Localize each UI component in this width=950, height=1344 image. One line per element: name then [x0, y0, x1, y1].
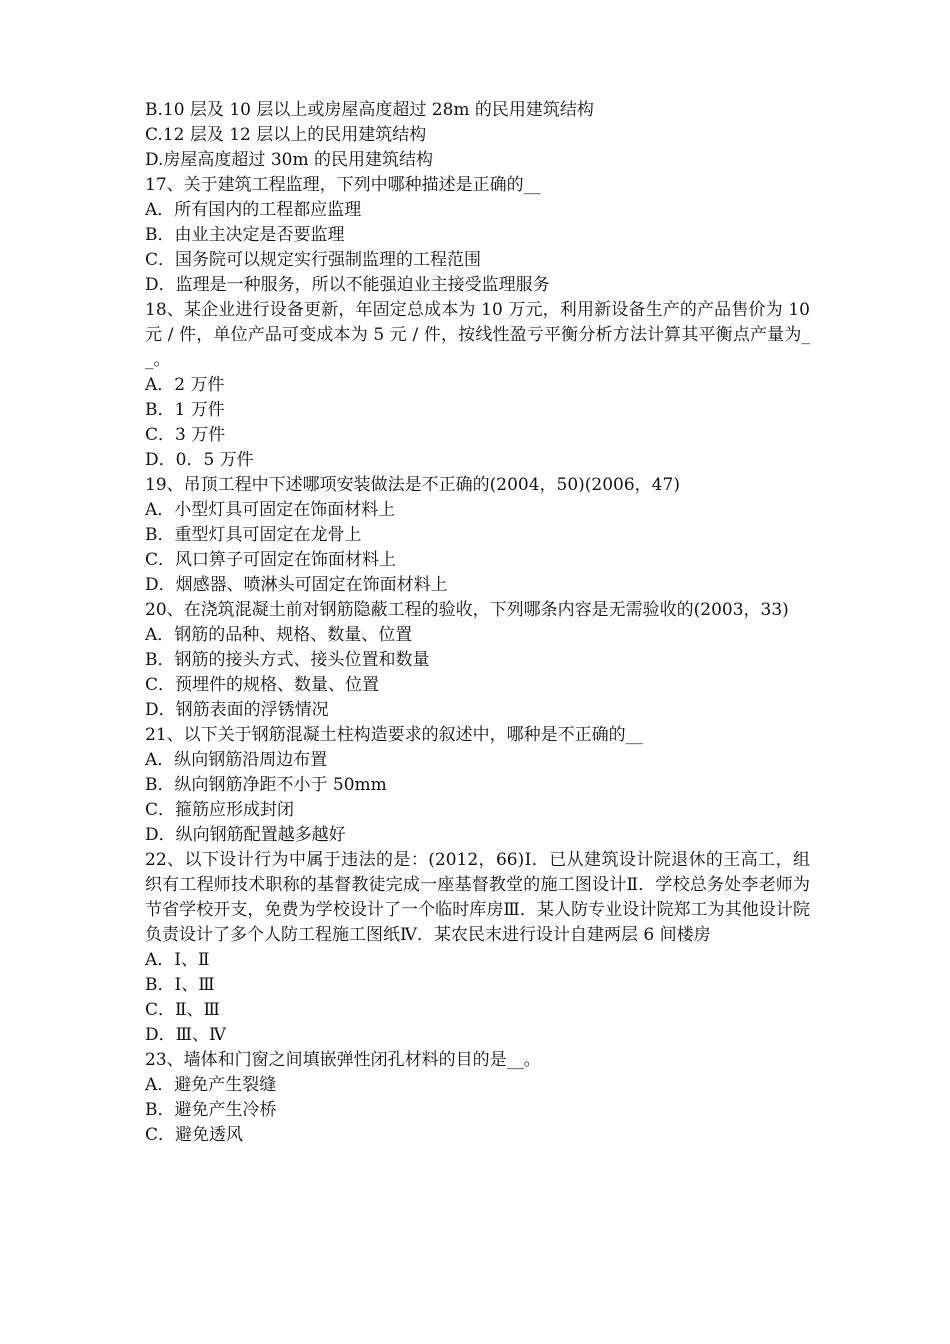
option-line: B．钢筋的接头方式、接头位置和数量	[145, 650, 430, 670]
question-23: 23、墙体和门窗之间填嵌弹性闭孔材料的目的是__。	[145, 1050, 541, 1070]
question-18: 18、某企业进行设备更新，年固定总成本为 10 万元，利用新设备生产的产品售价为 10 元 / 件，单位产品可变成本为 5 元 / 件，按线性盈亏平衡分析方法计算其平衡点产量为__。	[145, 300, 810, 370]
option-line: C．避免透风	[145, 1125, 244, 1145]
option-line: A．Ⅰ、Ⅱ	[145, 950, 210, 970]
option-line: C．Ⅱ、Ⅲ	[145, 1000, 220, 1020]
question-22: 22、以下设计行为中属于违法的是：(2012，66)Ⅰ．已从建筑设计院退休的王高工，组织有工程师技术职称的基督教徒完成一座基督教堂的施工图设计Ⅱ．学校总务处李老师为节省学校开支，免费为学校设计了一个临时库房Ⅲ．某人防专业设计院郑工为其他设计院负责设计了多个人防工程施工图纸Ⅳ．某农民末进行设计自建两层 6 间楼房	[145, 850, 810, 945]
option-line: C．风口箅子可固定在饰面材料上	[145, 550, 397, 570]
option-line: D．Ⅲ、Ⅳ	[145, 1025, 227, 1045]
option-line: A．纵向钢筋沿周边布置	[145, 750, 328, 770]
option-line: B．纵向钢筋净距不小于 50mm	[145, 775, 387, 795]
question-19: 19、吊顶工程中下述哪项安装做法是不正确的(2004，50)(2006，47)	[145, 475, 680, 495]
option-line: C．预埋件的规格、数量、位置	[145, 675, 380, 695]
option-line: C．国务院可以规定实行强制监理的工程范围	[145, 250, 482, 270]
question-21: 21、以下关于钢筋混凝土柱构造要求的叙述中，哪种是不正确的__	[145, 725, 643, 745]
option-line: D.房屋高度超过 30m 的民用建筑结构	[145, 150, 433, 170]
option-line: B．重型灯具可固定在龙骨上	[145, 525, 362, 545]
option-line: D．钢筋表面的浮锈情况	[145, 700, 329, 720]
document-body	[145, 98, 810, 1148]
option-line: A．钢筋的品种、规格、数量、位置	[145, 625, 413, 645]
option-line: B．避免产生冷桥	[145, 1100, 277, 1120]
option-line: A．小型灯具可固定在饰面材料上	[145, 500, 396, 520]
option-line: A．避免产生裂缝	[145, 1075, 277, 1095]
option-line: A．2 万件	[145, 375, 225, 395]
option-line: C.12 层及 12 层以上的民用建筑结构	[145, 125, 427, 145]
option-line: B.10 层及 10 层以上或房屋高度超过 28m 的民用建筑结构	[145, 100, 594, 120]
option-line: D．纵向钢筋配置越多越好	[145, 825, 346, 845]
option-line: A．所有国内的工程都应监理	[145, 200, 362, 220]
option-line: C．3 万件	[145, 425, 226, 445]
option-line: C．箍筋应形成封闭	[145, 800, 295, 820]
question-17: 17、关于建筑工程监理，下列中哪种描述是正确的__	[145, 175, 541, 195]
option-line: B．由业主决定是否要监理	[145, 225, 345, 245]
question-20: 20、在浇筑混凝土前对钢筋隐蔽工程的验收，下列哪条内容是无需验收的(2003，33)	[145, 600, 789, 620]
option-line: D．监理是一种服务，所以不能强迫业主接受监理服务	[145, 275, 550, 295]
option-line: D．烟感器、喷淋头可固定在饰面材料上	[145, 575, 448, 595]
option-line: D．0．5 万件	[145, 450, 254, 470]
option-line: B．Ⅰ、Ⅲ	[145, 975, 215, 995]
option-line: B．1 万件	[145, 400, 225, 420]
